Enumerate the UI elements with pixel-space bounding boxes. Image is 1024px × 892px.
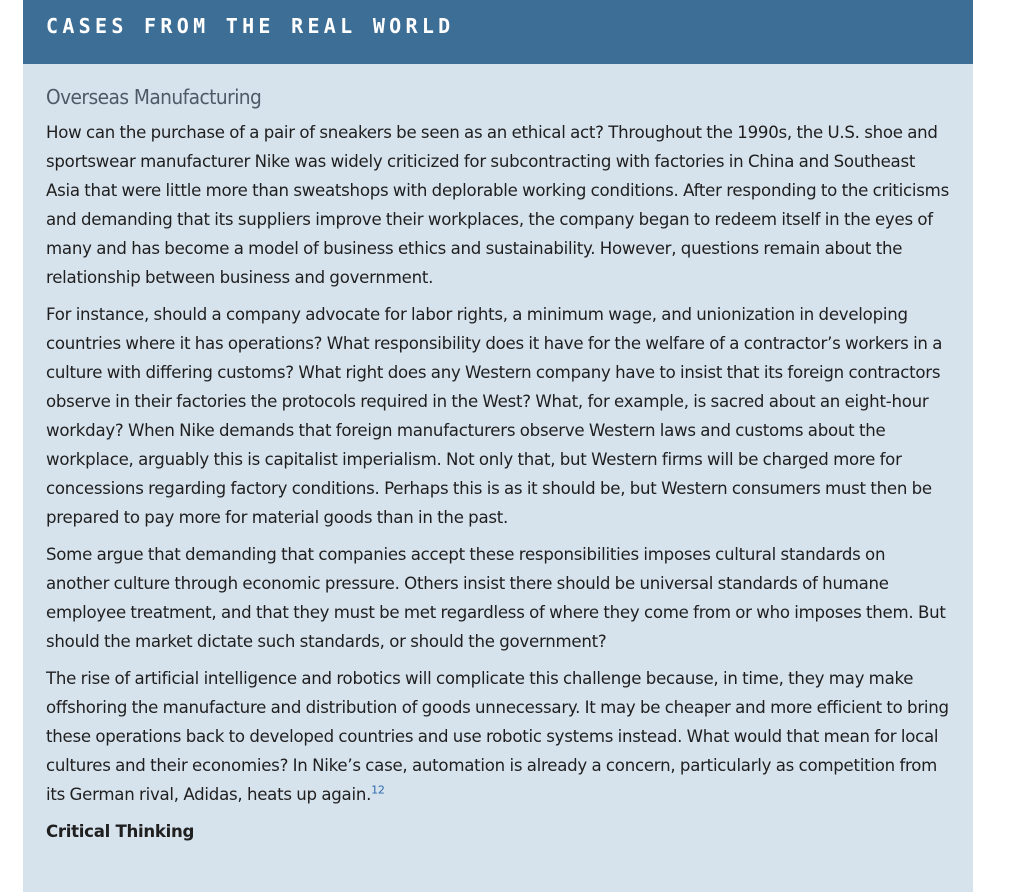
- footnote-reference-link[interactable]: 12: [371, 783, 385, 797]
- case-feature-box: [23, 0, 973, 892]
- paragraph-1: How can the purchase of a pair of sneakers be seen as an ethical act? Throughout the 1990s, the U.S. shoe and sportswear manufacturer Nike was widely criticized for subcontracting with factories in China and Southeast Asia that were little more than sweatshops with deplorable working conditions. After responding to the criticisms and demanding that its suppliers improve their workplaces, the company began to redeem itself in the eyes of many and has become a model of business ethics and sustainability. However, questions remain about the relationship between business and government.: [46, 123, 949, 287]
- feature-header: [23, 0, 973, 64]
- critical-thinking-heading: Critical Thinking: [46, 822, 195, 841]
- feature-label: CASES FROM THE REAL WORLD: [46, 14, 455, 38]
- feature-body: [23, 64, 973, 846]
- case-title: Overseas Manufacturing: [46, 85, 262, 109]
- paragraph-4-text: The rise of artificial intelligence and robotics will complicate this challenge because, in time, they may make offshoring the manufacture and distribution of goods unnecessary. It may be cheaper and more efficient to bring these operations back to developed countries and use robotic systems instead. What would that mean for local cultures and their economies? In Nike’s case, automation is already a concern, particularly as competition from its German rival, Adidas, heats up again.: [46, 669, 949, 804]
- paragraph-2: For instance, should a company advocate for labor rights, a minimum wage, and unionization in developing countries where it has operations? What responsibility does it have for the welfare of a contractor’s workers in a culture with differing customs? What right does any Western company have to insist that its foreign contractors observe in their factories the protocols required in the West? What, for example, is sacred about an eight-hour workday? When Nike demands that foreign manufacturers observe Western laws and customs about the workplace, arguably this is capitalist imperialism. Not only that, but Western firms will be charged more for concessions regarding factory conditions. Perhaps this is as it should be, but Western consumers must then be prepared to pay more for material goods than in the past.: [46, 305, 943, 527]
- paragraph-3: Some argue that demanding that companies accept these responsibilities imposes cultural standards on another culture through economic pressure. Others insist there should be universal standards of humane employee treatment, and that they must be met regardless of where they come from or who imposes them. But should the market dictate such standards, or should the government?: [46, 545, 946, 651]
- paragraph-4: [46, 664, 950, 809]
